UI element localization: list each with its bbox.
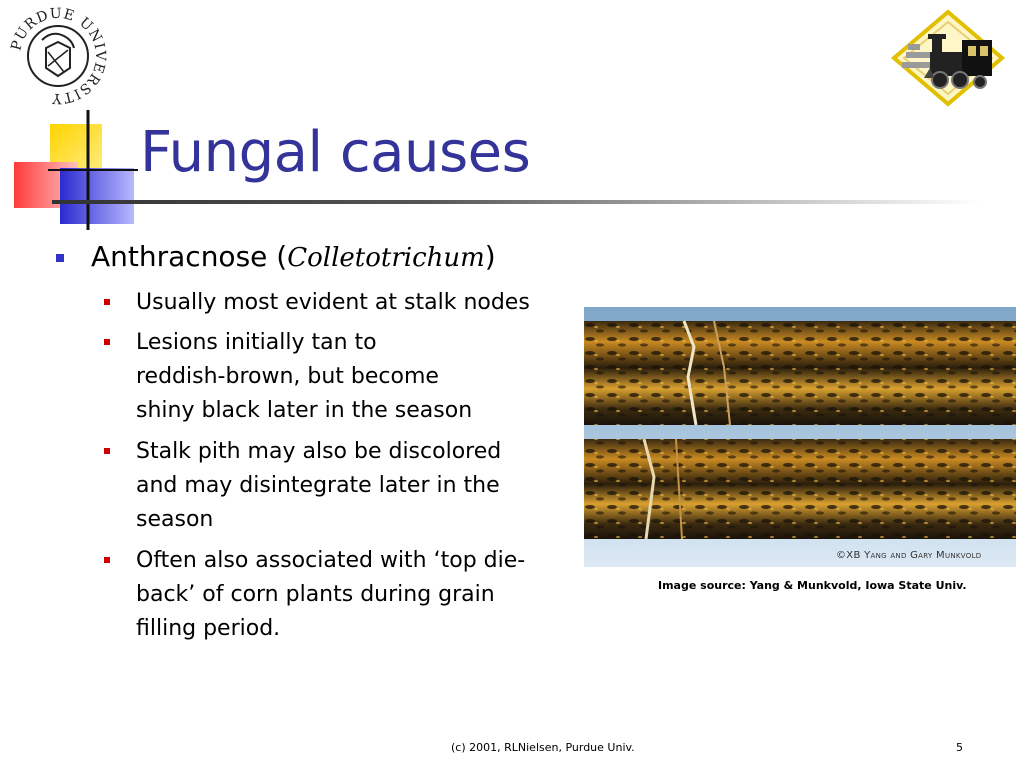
bullet-square-icon [104, 557, 110, 563]
image-source-caption: Image source: Yang & Munkvold, Iowa State Univ. [658, 579, 967, 592]
slide-title: Fungal causes [140, 120, 531, 185]
footer-copyright: (c) 2001, RLNielsen, Purdue Univ. [451, 741, 635, 754]
bullet-square-icon [104, 299, 110, 305]
bullet-prefix: Anthracnose ( [91, 240, 288, 273]
page-number: 5 [956, 741, 963, 754]
purdue-seal-logo [8, 6, 108, 106]
subbullet-line: shiny black later in the season [136, 398, 473, 423]
title-divider [52, 200, 982, 204]
subbullet-line: Often also associated with ‘top die- [136, 548, 526, 573]
bullet-square-icon [104, 339, 110, 345]
subbullet-line: season [136, 507, 214, 532]
subbullet-line: Lesions initially tan to [136, 330, 377, 355]
subbullet-line: reddish-brown, but become [136, 364, 439, 389]
svg-text:PURDUE UNIVERSITY: PURDUE UNIVERSITY [8, 6, 108, 106]
subbullet-line: and may disintegrate later in the [136, 473, 500, 498]
subbullet-line: back’ of corn plants during grain [136, 582, 495, 607]
bullet-square-icon [56, 254, 64, 262]
bullet-suffix: ) [484, 240, 496, 273]
bullet-text [91, 240, 496, 273]
subbullet-line: Usually most evident at stalk nodes [136, 290, 530, 315]
subbullet-line: Stalk pith may also be discolored [136, 439, 502, 464]
train-logo [888, 8, 1006, 108]
pathogen-name: Colletotrichum [287, 243, 485, 273]
title-decoration [10, 110, 150, 230]
corn-stalk-photo [584, 307, 1016, 567]
photo-credit-mark: ©XB Yang and Gary Munkvold [836, 550, 982, 561]
bullet-square-icon [104, 448, 110, 454]
subbullet-line: filling period. [136, 616, 281, 641]
